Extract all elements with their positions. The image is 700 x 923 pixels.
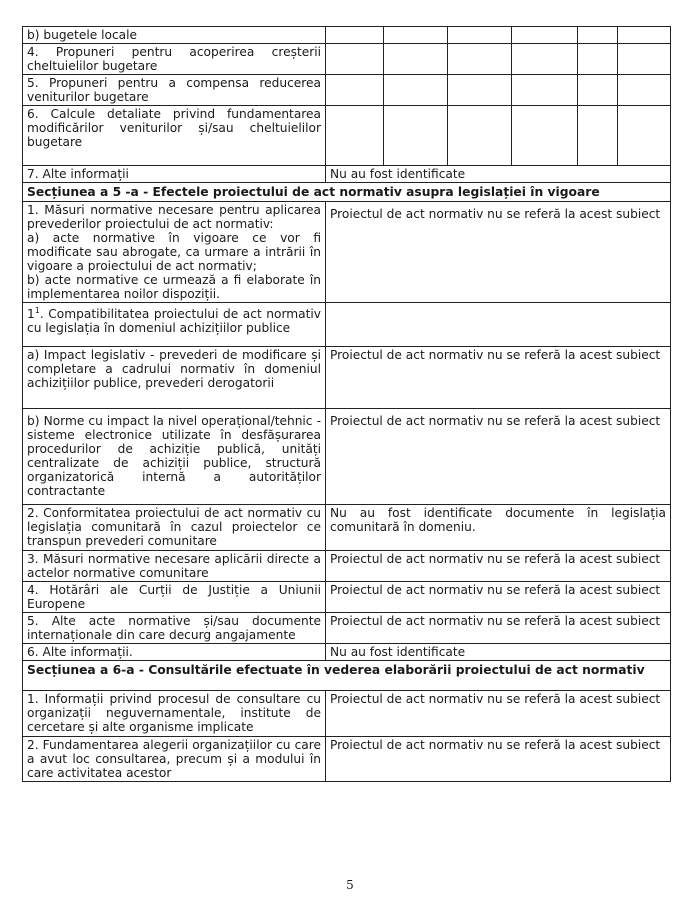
empty-cell (448, 27, 512, 44)
empty-cell (512, 27, 578, 44)
table-row (23, 303, 671, 347)
label-text: . Compatibilitatea proiectului de act normativ cu legislația în domeniul achizițiilor publice (27, 307, 321, 336)
section5-row2-label: 2. Conformitatea proiectului de act normativ cu legislația comunitară în cazul proiectelor ce transpun prevederi comunitare (23, 505, 326, 551)
section5-row-b-value: Proiectul de act normativ nu se referă la acest subiect (326, 409, 671, 505)
table-row (23, 27, 671, 44)
section6-row1-value: Proiectul de act normativ nu se referă la acest subiect (326, 691, 671, 737)
section5-row-a-label: a) Impact legislativ - prevederi de modificare și completare a cadrului normativ în domeniul achizițiilor publice, prevederi derogatorii (23, 347, 326, 409)
section5-row1-value: Proiectul de act normativ nu se referă la acest subiect (326, 202, 671, 303)
empty-cell (578, 106, 618, 166)
alte-informatii-value: Nu au fost identificate (326, 166, 671, 183)
row-label: 6. Calcule detaliate privind fundamentarea modificărilor veniturilor și/sau cheltuielilor bugetare (23, 106, 326, 166)
empty-cell (326, 44, 384, 75)
table-row (23, 347, 671, 409)
empty-cell (512, 44, 578, 75)
label-prefix: 1 (27, 307, 35, 322)
paragraph: a) acte normative în vigoare ce vor fi modificate sau abrogate, ca urmare a intrării în vigoare a proiectului de act normativ; (27, 231, 321, 273)
table-row (23, 106, 671, 166)
section5-row-b-label: b) Norme cu impact la nivel operațional/tehnic - sisteme electronice utilizate în desfășurarea procedurilor de achiziție publică, unități centralizate de achiziții publice, structură organizatorică internă a autorităților contractante (23, 409, 326, 505)
table-row (23, 505, 671, 551)
section5-row4-value: Proiectul de act normativ nu se referă la acest subiect (326, 582, 671, 613)
empty-cell (448, 106, 512, 166)
analysis-table (22, 26, 671, 183)
empty-cell (384, 27, 448, 44)
row-label: 4. Propuneri pentru acoperirea creșterii cheltuielilor bugetare (23, 44, 326, 75)
label-superscript: 1 (34, 306, 40, 315)
document-page (22, 26, 670, 782)
section6-row2-value: Proiectul de act normativ nu se referă la acest subiect (326, 737, 671, 782)
empty-cell (578, 44, 618, 75)
paragraph: 1. Măsuri normative necesare pentru aplicarea prevederilor proiectului de act normativ: (27, 203, 321, 231)
section5-row2-value: Nu au fost identificate documente în legislația comunitară în domeniu. (326, 505, 671, 551)
section5-row-a-value: Proiectul de act normativ nu se referă la acest subiect (326, 347, 671, 409)
empty-cell (578, 75, 618, 106)
section5-row6-label: 6. Alte informații. (23, 644, 326, 661)
table-row (23, 75, 671, 106)
empty-cell (384, 44, 448, 75)
section5-row6-value: Nu au fost identificate (326, 644, 671, 661)
empty-cell (578, 27, 618, 44)
table-row (23, 551, 671, 582)
row-label: b) bugetele locale (23, 27, 326, 44)
row-label: 5. Propuneri pentru a compensa reducerea veniturilor bugetare (23, 75, 326, 106)
section5-row1-label (23, 202, 326, 303)
empty-cell (448, 75, 512, 106)
section6-row2-label: 2. Fundamentarea alegerii organizațiilor cu care a avut loc consultarea, precum și a modului în care activitatea acestor (23, 737, 326, 782)
section5-row3-value: Proiectul de act normativ nu se referă la acest subiect (326, 551, 671, 582)
section6-title: Secțiunea a 6-a - Consultările efectuate în vederea elaborării proiectului de act normativ (23, 661, 671, 691)
paragraph: b) acte normative ce urmează a fi elaborate în implementarea noilor dispoziții. (27, 273, 321, 301)
empty-cell (384, 106, 448, 166)
empty-cell (618, 106, 671, 166)
section5-row1-1-label (23, 303, 326, 347)
table-row (23, 644, 671, 661)
section5-row3-label: 3. Măsuri normative necesare aplicării directe a actelor normative comunitare (23, 551, 326, 582)
empty-cell (326, 27, 384, 44)
table-row (23, 166, 671, 183)
table-row (23, 737, 671, 782)
empty-cell (512, 75, 578, 106)
table-row (23, 691, 671, 737)
table-row (23, 582, 671, 613)
empty-cell (618, 44, 671, 75)
section6-row1-label: 1. Informații privind procesul de consultare cu organizații neguvernamentale, institute de cercetare și alte organisme implicate (23, 691, 326, 737)
empty-cell (512, 106, 578, 166)
section5-table (22, 182, 671, 782)
section5-row5-label: 5. Alte acte normative și/sau documente internaționale din care decurg angajamente (23, 613, 326, 644)
empty-cell (618, 27, 671, 44)
table-row (23, 613, 671, 644)
empty-cell (384, 75, 448, 106)
section5-row5-value: Proiectul de act normativ nu se referă la acest subiect (326, 613, 671, 644)
alte-informatii-label: 7. Alte informații (23, 166, 326, 183)
empty-cell (618, 75, 671, 106)
empty-cell (326, 106, 384, 166)
page-number: 5 (346, 878, 354, 892)
section-header (23, 661, 671, 691)
empty-cell (326, 75, 384, 106)
section5-row1-1-value (326, 303, 671, 347)
section5-title: Secțiunea a 5 -a - Efectele proiectului de act normativ asupra legislației în vigoare (23, 183, 671, 202)
table-row (23, 409, 671, 505)
empty-cell (448, 44, 512, 75)
section-header (23, 183, 671, 202)
table-row (23, 44, 671, 75)
table-row (23, 202, 671, 303)
section5-row4-label: 4. Hotărâri ale Curții de Justiție a Uniunii Europene (23, 582, 326, 613)
